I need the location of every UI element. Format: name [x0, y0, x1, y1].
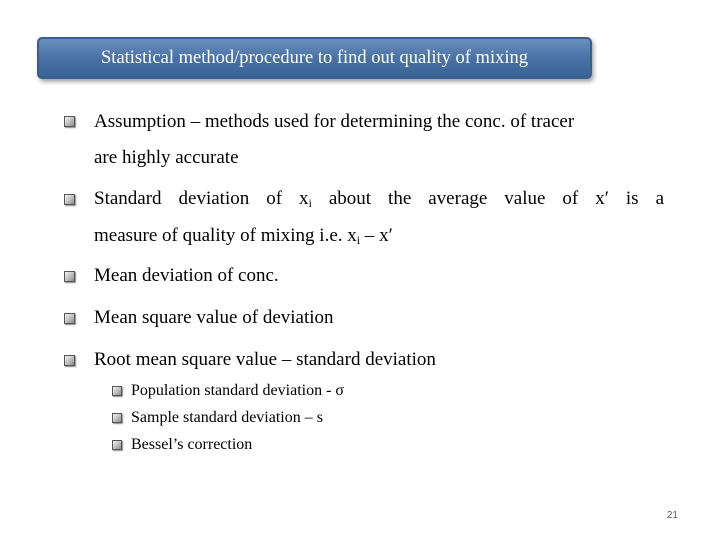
bullet-text: Mean deviation of conc.: [94, 265, 279, 286]
square-bullet-icon: [64, 116, 75, 127]
square-bullet-icon: [64, 355, 75, 366]
square-bullet-icon: [112, 386, 122, 396]
bullet-standard-deviation: [64, 179, 664, 259]
bullet-text: Root mean square value – standard deviation: [94, 349, 436, 370]
title-box: [37, 37, 592, 79]
text-fragment: Standard deviation of x: [94, 188, 309, 209]
square-bullet-icon: [64, 194, 75, 205]
bullet-mean-deviation: [64, 256, 664, 296]
square-bullet-icon: [64, 271, 75, 282]
square-bullet-icon: [112, 440, 122, 450]
bullet-text-line2: are highly accurate: [94, 147, 239, 168]
sub-bullet-sample: [112, 408, 323, 428]
sub-bullet-bessel: [112, 435, 252, 455]
bullet-mean-square: [64, 298, 664, 338]
bullet-assumption: [64, 102, 664, 182]
bullet-text-line2: [94, 216, 664, 261]
text-fragment: measure of quality of mixing i.e. x: [94, 225, 357, 246]
bullet-rms: [64, 340, 664, 380]
square-bullet-icon: [112, 413, 122, 423]
sub-bullet-population: [112, 381, 344, 401]
bullet-text-line1: Assumption – methods used for determining the conc. of tracer: [94, 111, 575, 132]
subscript-i: i: [356, 233, 361, 247]
text-fragment: about the average value of x′ is a: [311, 188, 665, 209]
bullet-text: Mean square value of deviation: [94, 307, 334, 328]
square-bullet-icon: [64, 313, 75, 324]
slide-title: Statistical method/procedure to find out quality of mixing: [101, 47, 528, 68]
text-fragment: – x′: [360, 225, 393, 246]
subscript-i: i: [308, 196, 312, 210]
sub-bullet-text: Population standard deviation - σ: [131, 382, 345, 399]
page-number: 21: [666, 510, 678, 521]
sub-bullet-text: Sample standard deviation – s: [131, 409, 323, 426]
sub-bullet-text: Bessel’s correction: [131, 436, 253, 453]
